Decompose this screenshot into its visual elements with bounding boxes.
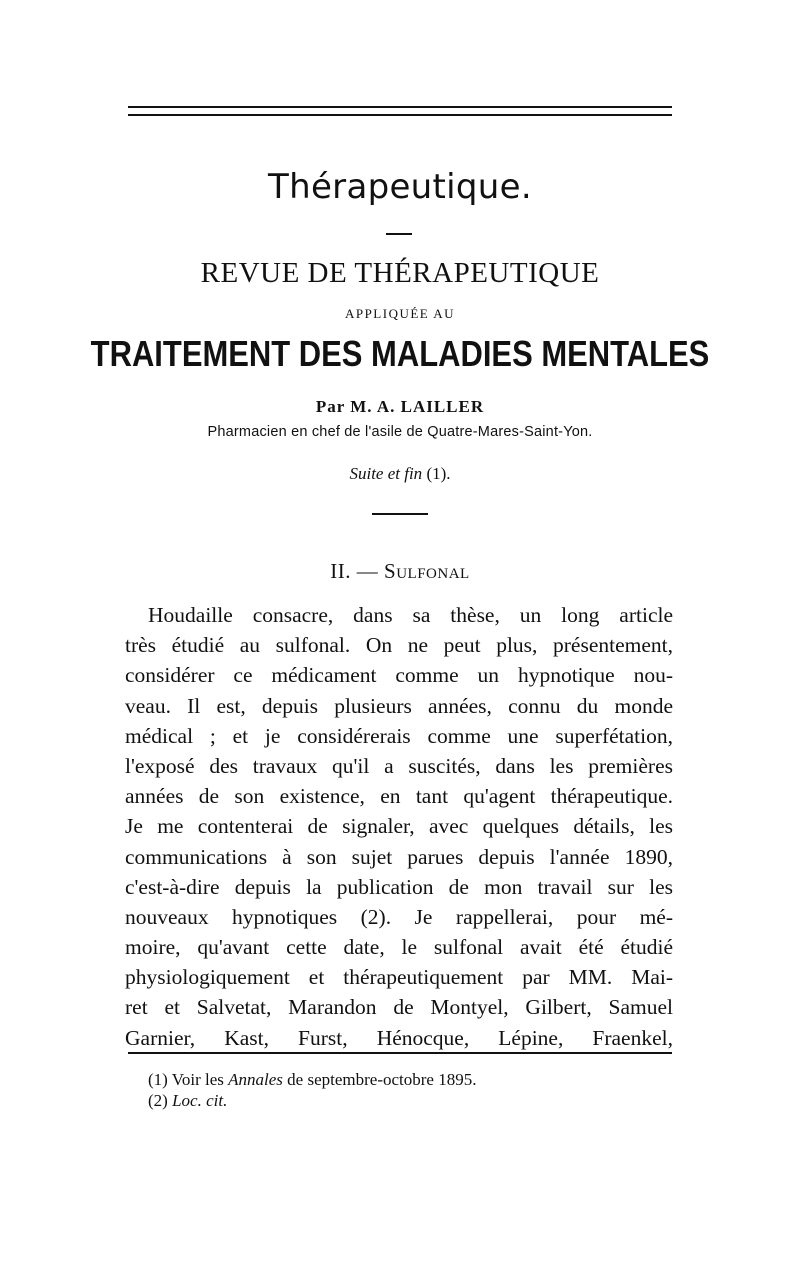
body-line: physiologiquement et thérapeutiquement par MM. Mai- bbox=[125, 965, 673, 990]
footnote-marker: (2) bbox=[148, 1091, 168, 1110]
footnote-italic: Loc. cit. bbox=[172, 1091, 228, 1110]
body-line: médical ; et je considérerais comme une superfétation, bbox=[125, 723, 673, 748]
body-line: l'exposé des travaux qu'il a suscités, dans les premières bbox=[125, 753, 673, 778]
footnote-italic: Annales bbox=[228, 1070, 283, 1089]
header-double-rule-top bbox=[128, 106, 672, 108]
body-line: Garnier, Kast, Furst, Hénocque, Lépine, Fraenkel, bbox=[125, 1025, 673, 1050]
body-line: communications à son sujet parues depuis l'année 1890, bbox=[125, 844, 673, 869]
body-line: considérer ce médicament comme un hypnotique nou- bbox=[125, 663, 673, 688]
body-line: ret et Salvetat, Marandon de Montyel, Gilbert, Samuel bbox=[125, 995, 673, 1020]
suite-italic: Suite et fin bbox=[349, 464, 423, 483]
footnote-text: Voir les bbox=[171, 1070, 224, 1089]
footnote-1 bbox=[148, 1069, 668, 1090]
suite-footnote-ref: (1). bbox=[426, 464, 451, 483]
body-line: Houdaille consacre, dans sa thèse, un long article bbox=[148, 603, 673, 627]
header-double-rule-bottom bbox=[128, 114, 672, 116]
body-line: très étudié au sulfonal. On ne peut plus, présentement, bbox=[125, 633, 673, 658]
body-line: nouveaux hypnotiques (2). Je rappellerai, pour mé- bbox=[125, 904, 673, 929]
body-line: moire, qu'avant cette date, le sulfonal avait été étudié bbox=[125, 935, 673, 960]
suite-et-fin bbox=[0, 464, 800, 484]
body-line: années de son existence, en tant qu'agent thérapeutique. bbox=[125, 784, 673, 809]
body-line: veau. Il est, depuis plusieurs années, connu du monde bbox=[125, 693, 673, 718]
main-title: TRAITEMENT DES MALADIES MENTALES bbox=[90, 333, 710, 374]
footnote-marker: (1) bbox=[148, 1070, 168, 1089]
footnotes bbox=[148, 1069, 668, 1111]
subsection-numeral: II. — bbox=[330, 559, 379, 583]
footnote-rule bbox=[128, 1052, 672, 1054]
footnote-text: de septembre-octobre 1895. bbox=[287, 1070, 477, 1089]
body-paragraph bbox=[125, 600, 673, 1053]
section-title: Thérapeutique. bbox=[268, 167, 532, 207]
subsection-title: Sulfonal bbox=[384, 559, 470, 583]
appliquee-subheading: APPLIQUÉE AU bbox=[344, 306, 456, 321]
title-dash-divider bbox=[386, 233, 412, 235]
body-line: Je me contenterai de signaler, avec quelques détails, les bbox=[125, 814, 673, 839]
header-divider bbox=[372, 513, 428, 515]
subsection-heading bbox=[0, 559, 800, 584]
author-line: Par M. A. LAILLER bbox=[315, 397, 485, 416]
revue-heading: REVUE DE THÉRAPEUTIQUE bbox=[200, 257, 600, 289]
body-line: c'est-à-dire depuis la publication de mon travail sur les bbox=[125, 874, 673, 899]
footnote-2 bbox=[148, 1090, 668, 1111]
author-affiliation: Pharmacien en chef de l'asile de Quatre-Mares-Saint-Yon. bbox=[207, 424, 593, 440]
